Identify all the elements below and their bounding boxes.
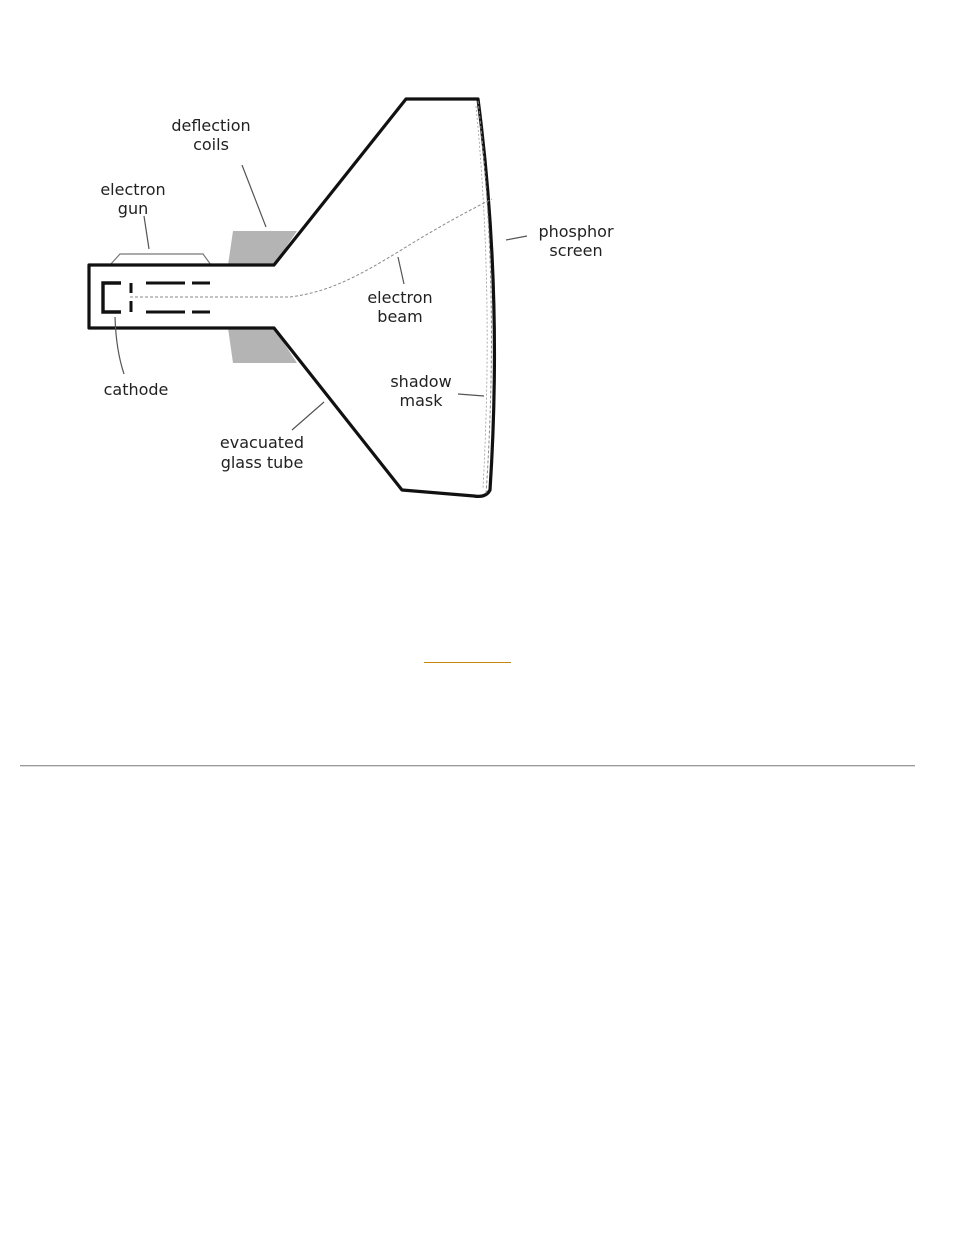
label-glass-tube-line1: evacuated (219, 433, 305, 452)
label-glass-tube-line2: glass tube (220, 453, 304, 472)
cathode-bracket (103, 283, 121, 312)
crt-diagram (0, 0, 954, 560)
leader-glass-tube (292, 402, 324, 430)
label-deflection-coils-line2: coils (193, 135, 229, 154)
leader-deflection-coils (242, 165, 266, 227)
label-shadow-mask-line1: shadow (390, 372, 452, 391)
leader-electron-beam (398, 257, 404, 284)
label-cathode: cathode (103, 380, 169, 399)
label-deflection-coils-line1: deflection (171, 116, 251, 135)
leader-cathode (115, 317, 124, 374)
leader-phosphor-screen (506, 236, 527, 240)
link-underline[interactable] (424, 662, 511, 663)
label-shadow-mask-line2: mask (399, 391, 443, 410)
horizontal-rule (20, 765, 915, 767)
label-phosphor-screen-line1: phosphor (538, 222, 614, 241)
electron-gun-housing (110, 254, 211, 265)
label-phosphor-screen-line2: screen (549, 241, 603, 260)
label-electron-gun-line2: gun (117, 199, 149, 218)
label-electron-beam-line2: beam (377, 307, 423, 326)
label-electron-gun-line1: electron (100, 180, 166, 199)
leader-shadow-mask (458, 394, 484, 396)
leader-electron-gun (144, 216, 149, 249)
label-electron-beam-line1: electron (367, 288, 433, 307)
